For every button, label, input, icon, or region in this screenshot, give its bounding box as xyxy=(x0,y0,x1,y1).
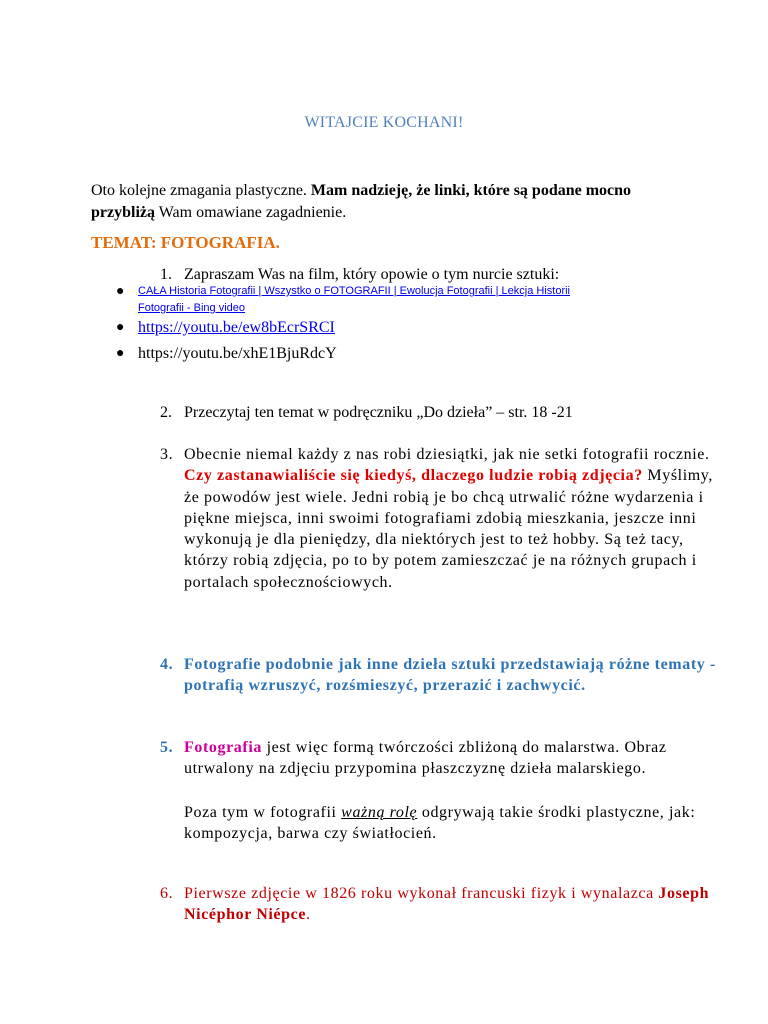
list-item-4 xyxy=(160,654,720,697)
list-item-5-p2-part1: Poza tym w fotografii xyxy=(184,803,342,821)
intro-paragraph xyxy=(91,180,671,224)
list-number: 2. xyxy=(160,404,172,421)
list-item-6 xyxy=(160,883,720,926)
list-item-5-part2: jest więc formą twórczości zbliżoną do malarstwa. Obraz utrwalony na zdjęciu przypomina płaszczyznę dzieła malarskiego. xyxy=(184,739,667,778)
intro-text-bold: Mam nadzieję, że linki, które są podane mocno przybliżą xyxy=(91,182,632,221)
intro-text-1: Oto kolejne zmagania plastyczne. xyxy=(91,182,311,199)
list-item-5-paragraph-2 xyxy=(184,802,720,845)
video-link-youtube-2-text: https://youtu.be/xhE1BjuRdcY xyxy=(138,345,337,362)
list-number: 5. xyxy=(160,739,174,756)
textbook-name: podręczniku „Do dzieła” xyxy=(333,404,493,421)
video-link-youtube-1[interactable] xyxy=(116,317,676,343)
video-links-list xyxy=(116,283,676,369)
list-item-3-part1: Obecnie niemal każdy z nas robi dziesiątki, jak nie setki fotografii rocznie. xyxy=(184,446,710,463)
video-link-bing[interactable] xyxy=(116,283,676,317)
bullet-dot-icon: ● xyxy=(116,282,125,298)
important-role-emphasis: ważną rolę xyxy=(341,803,418,821)
topic-heading: TEMAT: FOTOGRAFIA. xyxy=(91,233,280,252)
list-item-2-text xyxy=(184,402,573,424)
list-item-5-text xyxy=(184,737,720,780)
page-title: WITAJCIE KOCHANI! xyxy=(304,114,464,131)
list-item-4-text: Fotografie podobnie jak inne dzieła sztuki przedstawiają różne tematy - potrafią wzruszyć, rozśmieszyć, przerazić i zachwycić. xyxy=(184,656,716,695)
fotografia-highlight: Fotografia xyxy=(184,739,262,756)
list-item-6-part1: Pierwsze zdjęcie w 1826 roku wykonał francuski fizyk i wynalazca xyxy=(184,885,659,902)
list-item-6-part3: . xyxy=(306,906,311,924)
bullet-dot-icon: ● xyxy=(116,346,125,361)
list-item-1-text: Zapraszam Was na film, który opowie o tym nurcie sztuki: xyxy=(184,266,560,283)
list-item-2-part3: – str. 18 -21 xyxy=(492,404,573,421)
list-item-3 xyxy=(160,444,720,593)
list-number: 4. xyxy=(160,656,174,673)
inventor-name: Joseph Nicéphor Niépce xyxy=(184,885,710,924)
video-link-youtube-2 xyxy=(116,343,676,369)
list-item-3-text xyxy=(184,444,720,593)
list-number: 1. xyxy=(160,266,172,283)
list-item-3-part3: Myślimy, że powodów jest wiele. Jedni robią je bo chcą utrwalić różne wydarzenia i piękne miejsca, inni swoimi fotografiami zdobią mieszkania, jeszcze inni wykonują je dla pieniędzy, dla niektórych jest to też hobby. Są też tacy, którzy robią zdjęcia, po to by potem zamieszczać je na różnych grupach i portalach społecznościowych. xyxy=(184,467,713,591)
list-item-6-text xyxy=(184,883,720,926)
list-item-5-p2-part2: odgrywają takie środki plastyczne, jak: kompozycja, barwa czy światłocień. xyxy=(184,803,696,842)
video-link-bing-line2: Fotografii - Bing video xyxy=(138,302,245,314)
list-number: 6. xyxy=(160,885,174,902)
list-item-5 xyxy=(160,737,720,844)
bullet-dot-icon: ● xyxy=(116,320,125,335)
intro-text-3: Wam omawiane zagadnienie. xyxy=(155,204,347,221)
list-item-2-part1: Przeczytaj ten temat w xyxy=(184,404,334,421)
question-highlight: Czy zastanawialiście się kiedyś, dlaczego ludzie robią zdjęcia? xyxy=(184,467,643,485)
video-link-bing-line1: CAŁA Historia Fotografii | Wszystko o FOTOGRAFII | Ewolucja Fotografii | Lekcja Historii xyxy=(138,285,570,297)
video-link-youtube-1-text: https://youtu.be/ew8bEcrSRCI xyxy=(138,319,335,336)
list-number: 3. xyxy=(160,446,174,463)
